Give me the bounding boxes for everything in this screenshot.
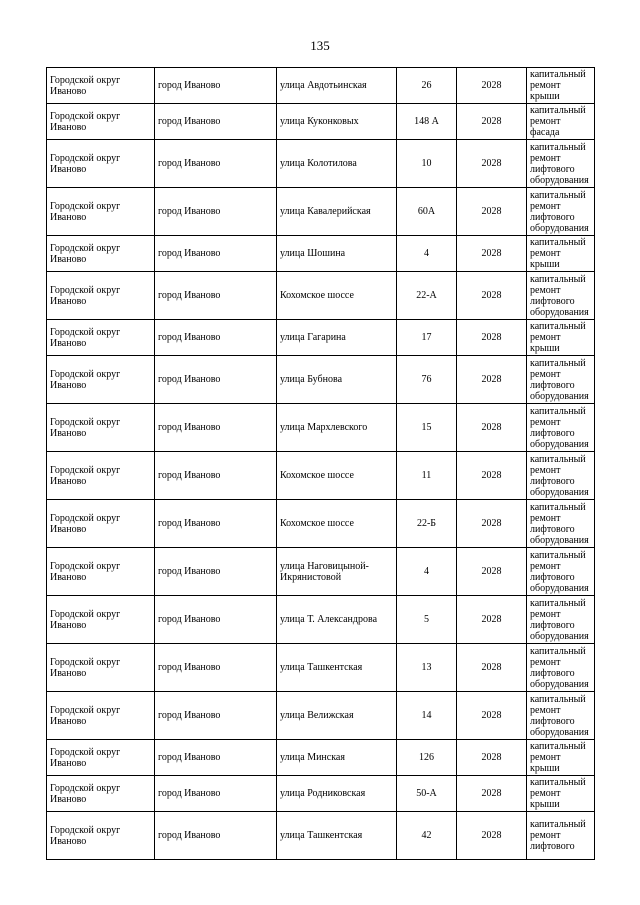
work-type-cell: капитальный ремонт крыши	[527, 776, 595, 812]
work-type-cell: капитальный ремонт лифтового оборудования	[527, 500, 595, 548]
table-row	[47, 644, 595, 692]
street-cell: улица Кавалерийская	[277, 188, 397, 236]
city-cell: город Иваново	[155, 812, 277, 860]
table-row	[47, 692, 595, 740]
table-row	[47, 236, 595, 272]
city-cell: город Иваново	[155, 68, 277, 104]
district-cell: Городской округ Иваново	[47, 104, 155, 140]
house-number-cell: 50-А	[397, 776, 457, 812]
district-cell: Городской округ Иваново	[47, 452, 155, 500]
work-type-cell: капитальный ремонт крыши	[527, 740, 595, 776]
city-cell: город Иваново	[155, 776, 277, 812]
street-cell: улица Т. Александрова	[277, 596, 397, 644]
house-number-cell: 22-А	[397, 272, 457, 320]
work-type-cell: капитальный ремонт лифтового оборудования	[527, 356, 595, 404]
city-cell: город Иваново	[155, 452, 277, 500]
street-cell: Кохомское шоссе	[277, 272, 397, 320]
year-cell: 2028	[457, 596, 527, 644]
city-cell: город Иваново	[155, 500, 277, 548]
house-number-cell: 126	[397, 740, 457, 776]
street-cell: улица Велижская	[277, 692, 397, 740]
district-cell: Городской округ Иваново	[47, 320, 155, 356]
table-row	[47, 452, 595, 500]
street-cell: улица Мархлевского	[277, 404, 397, 452]
city-cell: город Иваново	[155, 272, 277, 320]
street-cell: улица Бубнова	[277, 356, 397, 404]
district-cell: Городской округ Иваново	[47, 500, 155, 548]
year-cell: 2028	[457, 188, 527, 236]
street-cell: улица Минская	[277, 740, 397, 776]
year-cell: 2028	[457, 548, 527, 596]
work-type-cell: капитальный ремонт лифтового оборудования	[527, 452, 595, 500]
house-number-cell: 13	[397, 644, 457, 692]
table-row	[47, 320, 595, 356]
year-cell: 2028	[457, 644, 527, 692]
house-number-cell: 42	[397, 812, 457, 860]
work-type-cell: капитальный ремонт лифтового оборудования	[527, 140, 595, 188]
house-number-cell: 11	[397, 452, 457, 500]
street-cell: улица Куконковых	[277, 104, 397, 140]
table-row	[47, 104, 595, 140]
city-cell: город Иваново	[155, 140, 277, 188]
year-cell: 2028	[457, 404, 527, 452]
city-cell: город Иваново	[155, 596, 277, 644]
house-number-cell: 14	[397, 692, 457, 740]
street-cell: улица Ташкентская	[277, 812, 397, 860]
district-cell: Городской округ Иваново	[47, 776, 155, 812]
house-number-cell: 15	[397, 404, 457, 452]
district-cell: Городской округ Иваново	[47, 188, 155, 236]
street-cell: улица Шошина	[277, 236, 397, 272]
table-row	[47, 596, 595, 644]
city-cell: город Иваново	[155, 104, 277, 140]
district-cell: Городской округ Иваново	[47, 140, 155, 188]
year-cell: 2028	[457, 452, 527, 500]
street-cell: Кохомское шоссе	[277, 500, 397, 548]
table-row	[47, 140, 595, 188]
district-cell: Городской округ Иваново	[47, 692, 155, 740]
table-row	[47, 356, 595, 404]
year-cell: 2028	[457, 272, 527, 320]
work-type-cell: капитальный ремонт крыши	[527, 68, 595, 104]
work-type-cell: капитальный ремонт лифтового оборудования	[527, 644, 595, 692]
year-cell: 2028	[457, 320, 527, 356]
year-cell: 2028	[457, 140, 527, 188]
city-cell: город Иваново	[155, 188, 277, 236]
district-cell: Городской округ Иваново	[47, 68, 155, 104]
district-cell: Городской округ Иваново	[47, 812, 155, 860]
city-cell: город Иваново	[155, 356, 277, 404]
district-cell: Городской округ Иваново	[47, 236, 155, 272]
district-cell: Городской округ Иваново	[47, 548, 155, 596]
house-number-cell: 22-Б	[397, 500, 457, 548]
district-cell: Городской округ Иваново	[47, 644, 155, 692]
year-cell: 2028	[457, 812, 527, 860]
street-cell: улица Родниковская	[277, 776, 397, 812]
work-type-cell: капитальный ремонт крыши	[527, 236, 595, 272]
year-cell: 2028	[457, 740, 527, 776]
district-cell: Городской округ Иваново	[47, 404, 155, 452]
year-cell: 2028	[457, 68, 527, 104]
work-type-cell: капитальный ремонт крыши	[527, 320, 595, 356]
district-cell: Городской округ Иваново	[47, 596, 155, 644]
house-number-cell: 5	[397, 596, 457, 644]
district-cell: Городской округ Иваново	[47, 356, 155, 404]
year-cell: 2028	[457, 356, 527, 404]
table-row	[47, 776, 595, 812]
housing-repair-table	[46, 67, 595, 860]
house-number-cell: 148 А	[397, 104, 457, 140]
street-cell: улица Колотилова	[277, 140, 397, 188]
city-cell: город Иваново	[155, 320, 277, 356]
city-cell: город Иваново	[155, 692, 277, 740]
street-cell: улица Гагарина	[277, 320, 397, 356]
year-cell: 2028	[457, 692, 527, 740]
table-row	[47, 404, 595, 452]
district-cell: Городской округ Иваново	[47, 740, 155, 776]
table-row	[47, 68, 595, 104]
table-row	[47, 188, 595, 236]
work-type-cell: капитальный ремонт лифтового оборудования	[527, 272, 595, 320]
table-row	[47, 740, 595, 776]
work-type-cell: капитальный ремонт лифтового оборудования	[527, 596, 595, 644]
house-number-cell: 10	[397, 140, 457, 188]
city-cell: город Иваново	[155, 548, 277, 596]
city-cell: город Иваново	[155, 404, 277, 452]
work-type-cell: капитальный ремонт лифтового оборудования	[527, 188, 595, 236]
house-number-cell: 4	[397, 236, 457, 272]
work-type-cell: капитальный ремонт лифтового	[527, 812, 595, 860]
street-cell: Кохомское шоссе	[277, 452, 397, 500]
house-number-cell: 60А	[397, 188, 457, 236]
work-type-cell: капитальный ремонт фасада	[527, 104, 595, 140]
page-number: 135	[310, 38, 330, 53]
work-type-cell: капитальный ремонт лифтового оборудования	[527, 548, 595, 596]
city-cell: город Иваново	[155, 236, 277, 272]
district-cell: Городской округ Иваново	[47, 272, 155, 320]
city-cell: город Иваново	[155, 740, 277, 776]
year-cell: 2028	[457, 104, 527, 140]
street-cell: улица Авдотьинская	[277, 68, 397, 104]
street-cell: улица Ташкентская	[277, 644, 397, 692]
house-number-cell: 17	[397, 320, 457, 356]
city-cell: город Иваново	[155, 644, 277, 692]
house-number-cell: 4	[397, 548, 457, 596]
house-number-cell: 26	[397, 68, 457, 104]
table-row	[47, 500, 595, 548]
year-cell: 2028	[457, 236, 527, 272]
table-row	[47, 272, 595, 320]
year-cell: 2028	[457, 500, 527, 548]
work-type-cell: капитальный ремонт лифтового оборудования	[527, 692, 595, 740]
street-cell: улица Наговицыной-Икрянистовой	[277, 548, 397, 596]
table-row	[47, 548, 595, 596]
table-row	[47, 812, 595, 860]
work-type-cell: капитальный ремонт лифтового оборудования	[527, 404, 595, 452]
year-cell: 2028	[457, 776, 527, 812]
house-number-cell: 76	[397, 356, 457, 404]
